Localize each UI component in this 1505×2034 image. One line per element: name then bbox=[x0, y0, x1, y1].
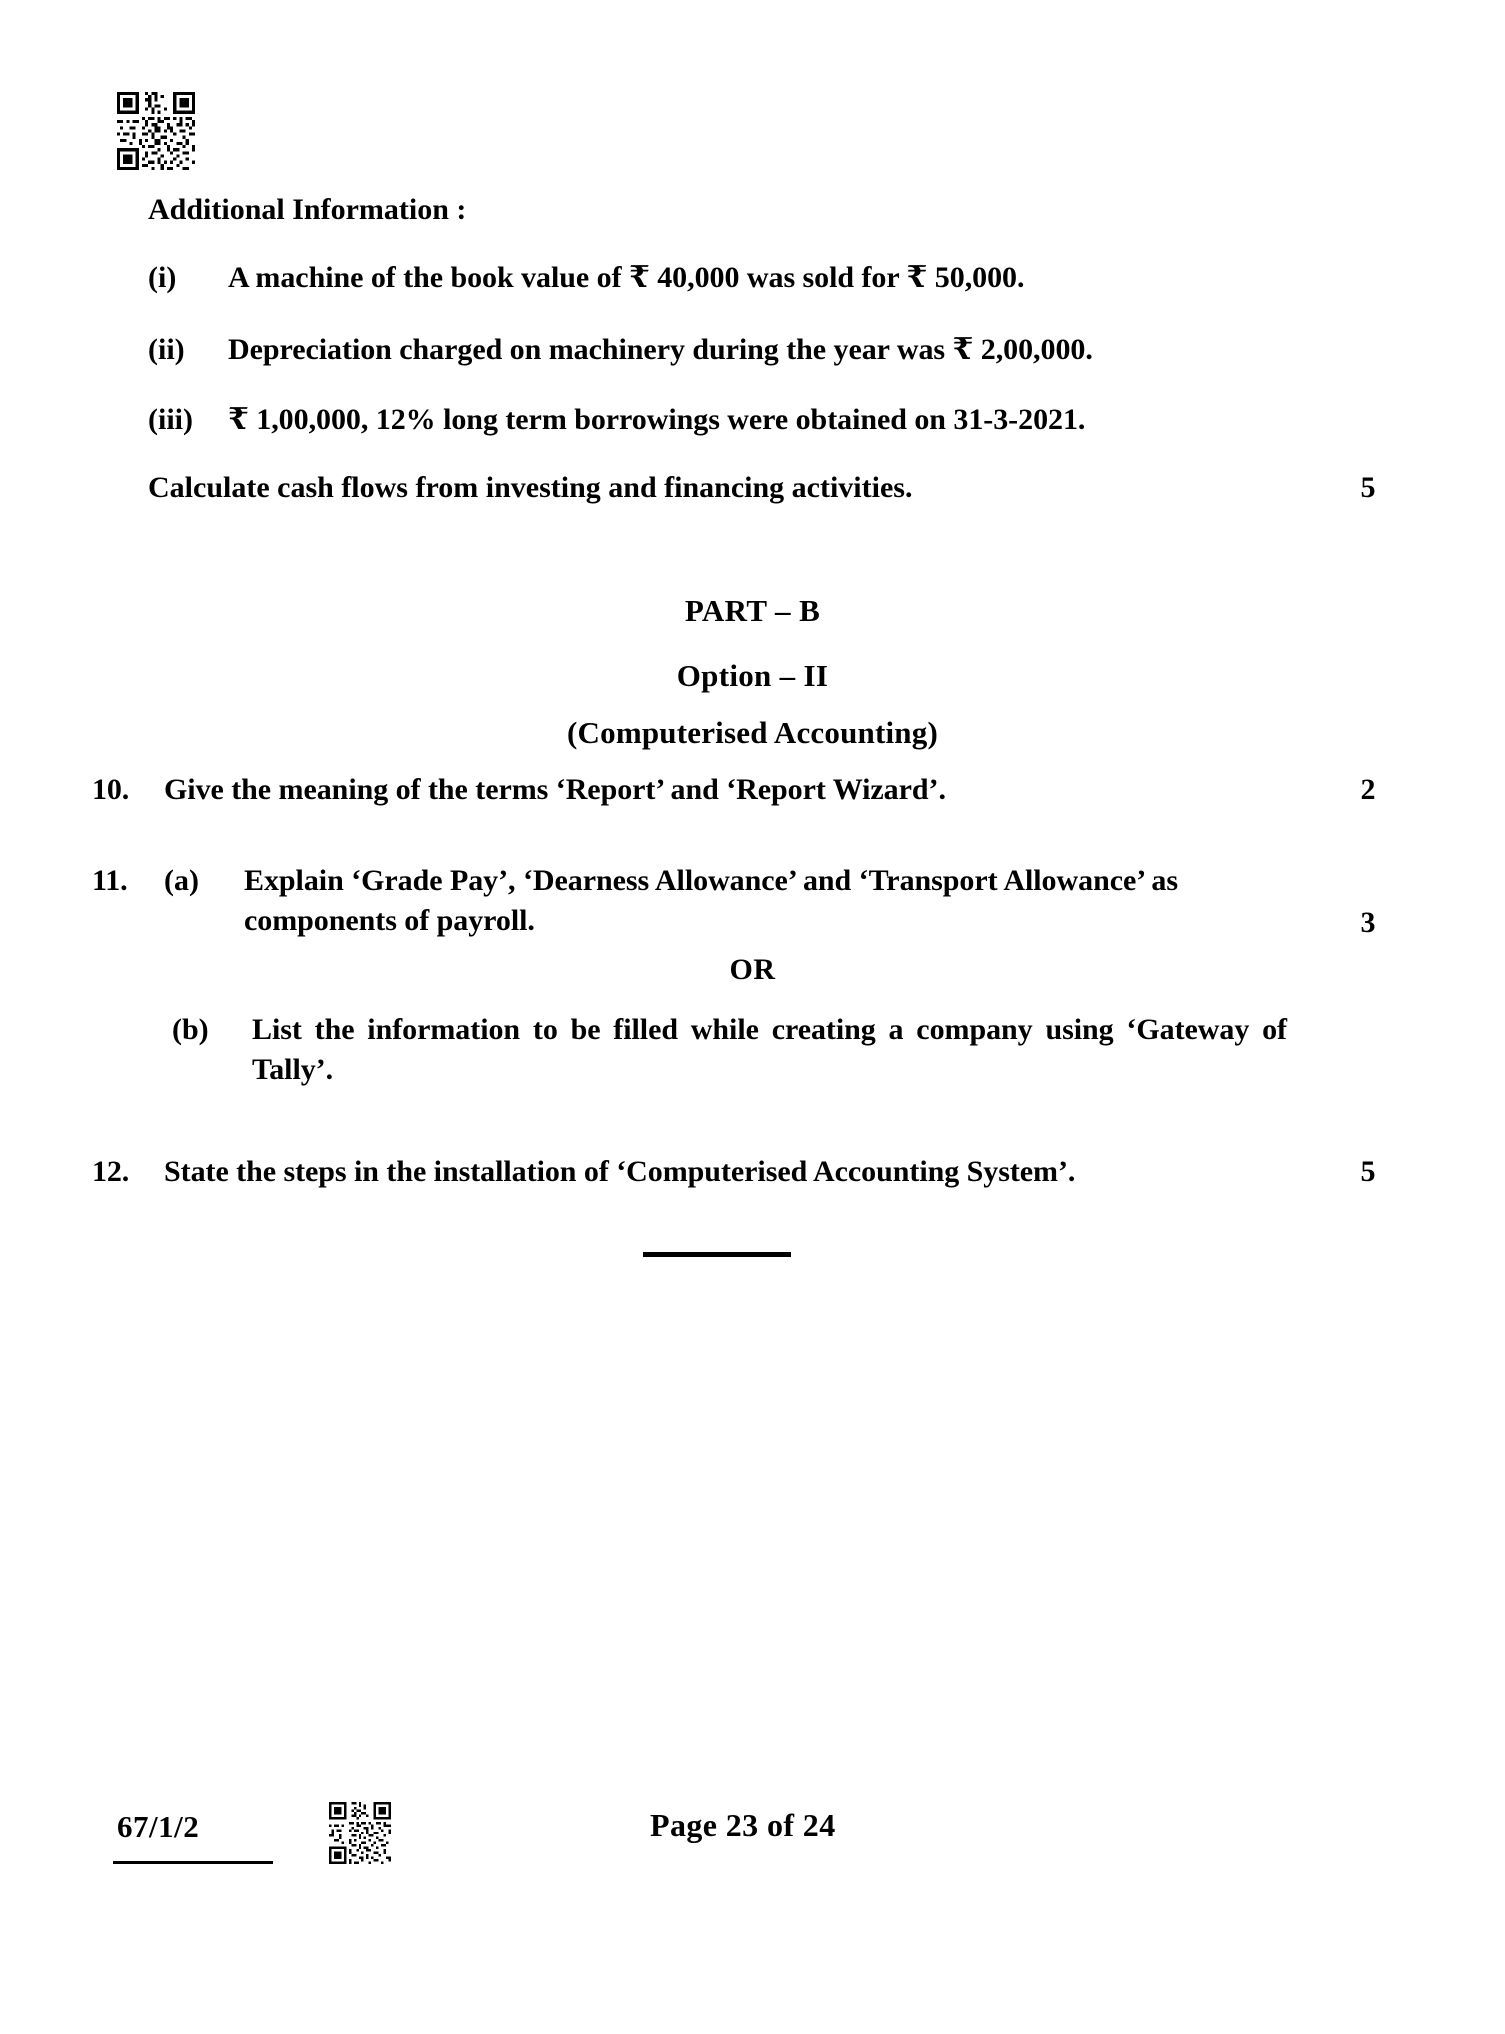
question-12-text: State the steps in the installation of ‘Computerised Accounting System’. bbox=[164, 1155, 1076, 1188]
question-11a bbox=[92, 861, 1287, 941]
marks-question-12: 5 bbox=[1360, 1155, 1376, 1188]
question-10-text: Give the meaning of the terms ‘Report’ and ‘Report Wizard’. bbox=[164, 773, 946, 806]
question-11b-label: (b) bbox=[172, 1013, 209, 1046]
question-11b-text: List the information to be filled while creating a company using ‘Gateway of Tally’. bbox=[252, 1013, 1287, 1087]
item-label-i: (i) bbox=[148, 261, 177, 294]
question-11a-text: Explain ‘Grade Pay’, ‘Dearness Allowance’ and ‘Transport Allowance’ as components of payroll. bbox=[244, 864, 1178, 938]
marks-question-11a: 3 bbox=[1360, 906, 1376, 939]
page-number-label: Page 23 of 24 bbox=[650, 1807, 836, 1843]
marks-question-10: 2 bbox=[1360, 773, 1376, 806]
paper-code-underline bbox=[113, 1861, 273, 1864]
question-11a-label: (a) bbox=[164, 864, 199, 897]
question-12-number: 12. bbox=[92, 1155, 130, 1188]
marks-calculate: 5 bbox=[1360, 471, 1376, 504]
item-label-ii: (ii) bbox=[148, 333, 185, 366]
item-label-iii: (iii) bbox=[148, 403, 193, 436]
question-11-number: 11. bbox=[92, 864, 128, 897]
option-ii-title: Option – II bbox=[676, 658, 829, 693]
additional-info-item-ii bbox=[148, 330, 1288, 370]
item-text-ii: Depreciation charged on machinery during the year was ₹ 2,00,000. bbox=[228, 333, 1093, 366]
item-text-iii: ₹ 1,00,000, 12% long term borrowings were obtained on 31-3-2021. bbox=[228, 403, 1086, 436]
or-separator: OR bbox=[729, 953, 776, 986]
additional-information-heading: Additional Information : bbox=[148, 193, 467, 226]
calculate-instruction: Calculate cash flows from investing and financing activities. bbox=[148, 471, 913, 504]
computerised-accounting-subtitle: (Computerised Accounting) bbox=[567, 715, 938, 750]
part-b-title: PART – B bbox=[684, 593, 821, 628]
additional-info-item-i bbox=[148, 258, 1248, 298]
question-10-number: 10. bbox=[92, 773, 130, 806]
question-11b bbox=[172, 1010, 1287, 1131]
qr-code-footer-icon bbox=[329, 1802, 391, 1864]
section-end-rule bbox=[643, 1252, 791, 1257]
additional-info-item-iii bbox=[148, 400, 1288, 440]
item-text-i: A machine of the book value of ₹ 40,000 was sold for ₹ 50,000. bbox=[228, 261, 1025, 294]
question-10 bbox=[92, 770, 1272, 810]
paper-code: 67/1/2 bbox=[117, 1809, 200, 1844]
question-12 bbox=[92, 1152, 1292, 1192]
qr-code-top-icon bbox=[117, 92, 195, 170]
